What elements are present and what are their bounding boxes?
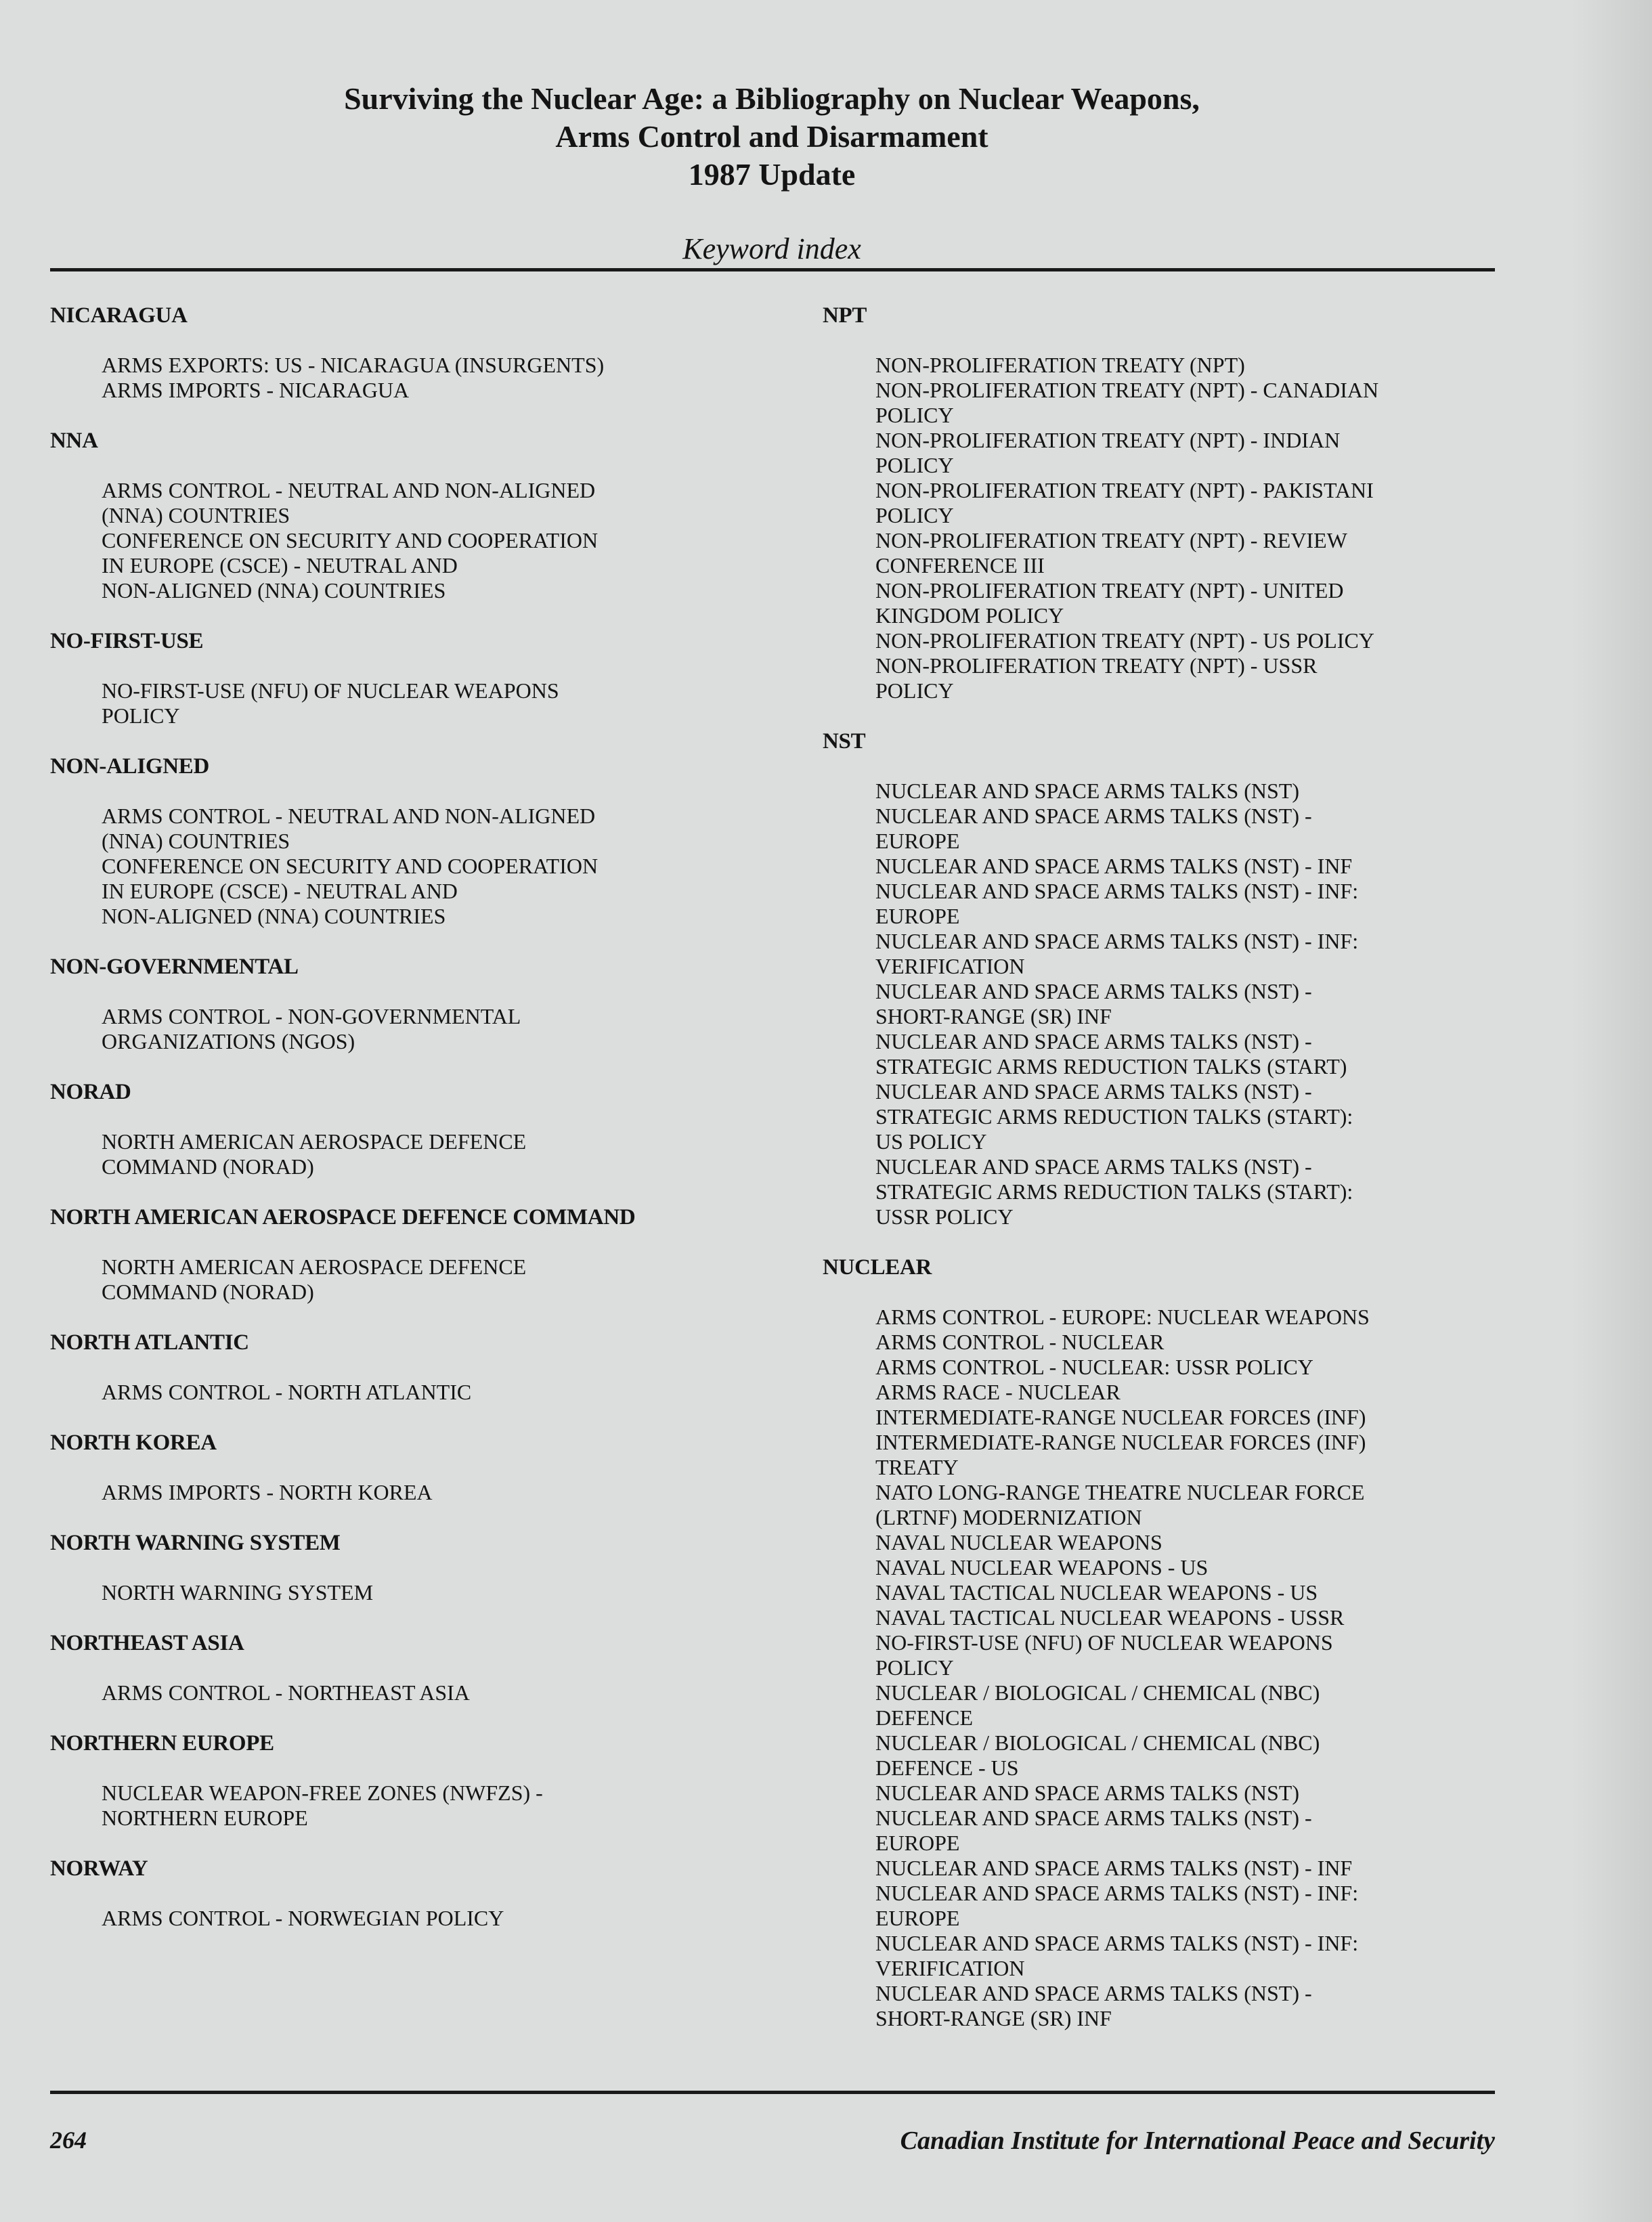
index-entry [823, 428, 1500, 478]
index-entry-line: EUROPE [875, 1906, 960, 1930]
index-entry [50, 1255, 781, 1305]
index-entry-line: NUCLEAR AND SPACE ARMS TALKS (NST) - INF: [875, 1931, 1359, 1955]
index-entry-line: ARMS CONTROL - NUCLEAR [875, 1330, 1165, 1354]
keyword-section [823, 729, 1500, 1229]
index-entry-line: STRATEGIC ARMS REDUCTION TALKS (START): [875, 1179, 1353, 1204]
index-entry [823, 1881, 1500, 1931]
index-entry [823, 1630, 1500, 1680]
keyword-section [50, 1731, 781, 1831]
keyword-section [50, 629, 781, 728]
index-entry-line: ARMS CONTROL - NEUTRAL AND NON-ALIGNED [102, 478, 596, 502]
index-entry-line: NORTHERN EUROPE [102, 1806, 308, 1830]
page-title [0, 80, 1544, 194]
index-entry-line: NO-FIRST-USE (NFU) OF NUCLEAR WEAPONS [102, 678, 559, 703]
index-entry [823, 1380, 1500, 1405]
index-entry [823, 353, 1500, 378]
index-entry [823, 1605, 1500, 1630]
keyword-heading: NST [823, 729, 866, 754]
index-entry [823, 1981, 1500, 2031]
index-entry [823, 1856, 1500, 1881]
index-entry-line: NAVAL NUCLEAR WEAPONS - US [875, 1555, 1209, 1580]
index-entry [823, 929, 1500, 979]
index-entry-line: NON-PROLIFERATION TREATY (NPT) - CANADIAN [875, 378, 1379, 402]
keyword-section [50, 429, 781, 603]
index-entry-line: POLICY [102, 703, 180, 728]
keyword-heading: NPT [823, 303, 867, 328]
index-entry [823, 628, 1500, 653]
index-entry [823, 1480, 1500, 1530]
index-entry-line: NON-PROLIFERATION TREATY (NPT) - REVIEW [875, 528, 1347, 552]
index-entry [823, 528, 1500, 578]
bottom-rule [50, 2091, 1495, 2094]
keyword-section [50, 1330, 781, 1405]
index-entry [823, 1530, 1500, 1555]
keyword-heading: NON-ALIGNED [50, 754, 210, 779]
keyword-section [50, 1205, 781, 1305]
title-line-2: Arms Control and Disarmament [555, 119, 988, 154]
index-entry-line: NUCLEAR AND SPACE ARMS TALKS (NST) - INF [875, 854, 1353, 878]
index-entry [50, 1680, 781, 1705]
index-entry-line: NON-PROLIFERATION TREATY (NPT) - UNITED [875, 578, 1344, 603]
index-entry [823, 979, 1500, 1029]
keyword-heading: NORTH AMERICAN AEROSPACE DEFENCE COMMAND [50, 1205, 636, 1229]
index-entry-line: NORTH AMERICAN AEROSPACE DEFENCE [102, 1255, 527, 1279]
right-index-column [823, 303, 1500, 2057]
index-entry-line: NATO LONG-RANGE THEATRE NUCLEAR FORCE [875, 1480, 1365, 1504]
index-entry-line: COMMAND (NORAD) [102, 1280, 314, 1304]
index-entry-line: POLICY [875, 1655, 954, 1680]
index-entry [823, 779, 1500, 804]
index-entry-line: VERIFICATION [875, 954, 1025, 978]
index-entry-line: CONFERENCE III [875, 553, 1045, 578]
index-entry-line: NUCLEAR AND SPACE ARMS TALKS (NST) - [875, 1154, 1312, 1179]
index-entry-line: ARMS RACE - NUCLEAR [875, 1380, 1121, 1404]
index-entry [823, 1931, 1500, 1981]
index-entry-line: POLICY [875, 453, 954, 477]
index-entry-line: EUROPE [875, 829, 960, 853]
keyword-heading: NORTH WARNING SYSTEM [50, 1531, 341, 1555]
index-entry [50, 1906, 781, 1931]
index-entry [823, 1029, 1500, 1079]
index-entry-line: NUCLEAR AND SPACE ARMS TALKS (NST) - [875, 1806, 1312, 1830]
index-entry-line: CONFERENCE ON SECURITY AND COOPERATION [102, 854, 599, 878]
index-entry [823, 1680, 1500, 1730]
index-entry [50, 1781, 781, 1831]
keyword-heading: NORAD [50, 1080, 131, 1104]
keyword-heading: NORTHEAST ASIA [50, 1631, 244, 1655]
index-entry [823, 1555, 1500, 1580]
index-entry-line: NUCLEAR / BIOLOGICAL / CHEMICAL (NBC) [875, 1730, 1320, 1755]
index-entry-line: ARMS CONTROL - NORWEGIAN POLICY [102, 1906, 504, 1930]
index-entry [823, 804, 1500, 854]
keyword-section [50, 1080, 781, 1179]
index-entry [823, 1580, 1500, 1605]
index-entry-line: IN EUROPE (CSCE) - NEUTRAL AND [102, 553, 458, 578]
index-entry [823, 1405, 1500, 1430]
keyword-heading: NNA [50, 429, 98, 453]
index-entry-line: CONFERENCE ON SECURITY AND COOPERATION [102, 528, 599, 552]
index-entry-line: ARMS IMPORTS - NICARAGUA [102, 378, 410, 402]
index-entry [50, 854, 781, 929]
index-entry [823, 1330, 1500, 1355]
title-line-3: 1987 Update [688, 157, 856, 192]
index-entry [50, 478, 781, 528]
index-entry [50, 353, 781, 378]
index-entry-line: INTERMEDIATE-RANGE NUCLEAR FORCES (INF) [875, 1405, 1366, 1429]
index-entry-line: ARMS IMPORTS - NORTH KOREA [102, 1480, 433, 1504]
keyword-heading: NORTH ATLANTIC [50, 1330, 249, 1355]
index-entry-line: ARMS CONTROL - NORTHEAST ASIA [102, 1680, 470, 1705]
index-entry-line: NUCLEAR AND SPACE ARMS TALKS (NST) - [875, 1029, 1312, 1053]
index-entry-line: SHORT-RANGE (SR) INF [875, 2006, 1112, 2030]
index-entry [823, 1781, 1500, 1806]
keyword-heading: NORTH KOREA [50, 1431, 217, 1455]
index-entry-line: TREATY [875, 1455, 959, 1479]
index-entry-line: NORTH AMERICAN AEROSPACE DEFENCE [102, 1129, 527, 1154]
index-entry-line: NORTH WARNING SYSTEM [102, 1580, 374, 1605]
index-entry-line: NON-PROLIFERATION TREATY (NPT) - PAKISTANI [875, 478, 1374, 502]
page-edge-shadow [1571, 0, 1652, 2222]
index-entry [50, 678, 781, 728]
keyword-heading: NUCLEAR [823, 1255, 932, 1280]
index-entry-line: DEFENCE - US [875, 1756, 1019, 1780]
index-entry [823, 879, 1500, 929]
index-entry-line: ARMS CONTROL - NEUTRAL AND NON-ALIGNED [102, 804, 596, 828]
index-entry [823, 1355, 1500, 1380]
index-entry-line: IN EUROPE (CSCE) - NEUTRAL AND [102, 879, 458, 903]
index-entry-line: POLICY [875, 678, 954, 703]
index-entry-line: VERIFICATION [875, 1956, 1025, 1980]
index-entry [50, 1580, 781, 1605]
index-entry-line: NON-PROLIFERATION TREATY (NPT) - INDIAN [875, 428, 1341, 452]
index-entry-line: NON-ALIGNED (NNA) COUNTRIES [102, 904, 446, 928]
index-entry [823, 578, 1500, 628]
index-entry-line: NAVAL TACTICAL NUCLEAR WEAPONS - USSR [875, 1605, 1345, 1630]
index-entry [823, 1305, 1500, 1330]
keyword-heading: NORWAY [50, 1856, 148, 1881]
index-entry-line: POLICY [875, 503, 954, 527]
index-entry-line: ARMS EXPORTS: US - NICARAGUA (INSURGENTS) [102, 353, 605, 377]
index-entry-line: NUCLEAR / BIOLOGICAL / CHEMICAL (NBC) [875, 1680, 1320, 1705]
index-entry [823, 378, 1500, 428]
index-entry-line: NON-ALIGNED (NNA) COUNTRIES [102, 578, 446, 603]
index-entry [823, 854, 1500, 879]
index-entry [50, 378, 781, 403]
keyword-heading: NO-FIRST-USE [50, 629, 204, 653]
keyword-section [50, 1431, 781, 1505]
index-entry-line: NUCLEAR AND SPACE ARMS TALKS (NST) - INF: [875, 1881, 1359, 1905]
section-subheading: Keyword index [682, 232, 861, 265]
index-entry-line: US POLICY [875, 1129, 987, 1154]
index-entry-line: NAVAL NUCLEAR WEAPONS [875, 1530, 1162, 1554]
keyword-heading: NON-GOVERNMENTAL [50, 955, 299, 979]
index-entry-line: NAVAL TACTICAL NUCLEAR WEAPONS - US [875, 1580, 1318, 1605]
index-entry-line: NUCLEAR AND SPACE ARMS TALKS (NST) [875, 779, 1299, 803]
index-entry [50, 528, 781, 603]
index-entry [50, 1480, 781, 1505]
index-entry-line: NUCLEAR AND SPACE ARMS TALKS (NST) - [875, 1079, 1312, 1104]
left-index-column [50, 303, 781, 1957]
title-line-1: Surviving the Nuclear Age: a Bibliography on Nuclear Weapons, [344, 81, 1200, 116]
index-entry-line: SHORT-RANGE (SR) INF [875, 1004, 1112, 1028]
page-number: 264 [50, 2127, 87, 2154]
index-entry-line: ORGANIZATIONS (NGOS) [102, 1029, 355, 1053]
index-entry-line: ARMS CONTROL - EUROPE: NUCLEAR WEAPONS [875, 1305, 1370, 1329]
index-entry-line: ARMS CONTROL - NORTH ATLANTIC [102, 1380, 472, 1404]
keyword-section [50, 1631, 781, 1705]
keyword-section [50, 1856, 781, 1931]
index-entry [823, 1430, 1500, 1480]
index-entry-line: COMMAND (NORAD) [102, 1154, 314, 1179]
index-entry-line: POLICY [875, 403, 954, 427]
index-entry-line: DEFENCE [875, 1705, 973, 1730]
index-entry-line: STRATEGIC ARMS REDUCTION TALKS (START) [875, 1054, 1347, 1079]
index-entry-line: USSR POLICY [875, 1204, 1014, 1229]
keyword-section [823, 1255, 1500, 2031]
footer-institution: Canadian Institute for International Peace and Security [900, 2127, 1495, 2155]
index-entry-line: INTERMEDIATE-RANGE NUCLEAR FORCES (INF) [875, 1430, 1366, 1454]
index-entry-line: (NNA) COUNTRIES [102, 829, 290, 853]
index-entry-line: NUCLEAR AND SPACE ARMS TALKS (NST) - [875, 979, 1312, 1003]
keyword-heading: NICARAGUA [50, 303, 188, 328]
index-entry-line: NUCLEAR AND SPACE ARMS TALKS (NST) - INF: [875, 929, 1359, 953]
keyword-section [50, 754, 781, 929]
index-entry [823, 1079, 1500, 1154]
index-entry-line: NON-PROLIFERATION TREATY (NPT) [875, 353, 1245, 377]
index-entry-line: (LRTNF) MODERNIZATION [875, 1505, 1142, 1529]
keyword-section [50, 303, 781, 403]
index-entry-line: STRATEGIC ARMS REDUCTION TALKS (START): [875, 1104, 1353, 1129]
index-entry [50, 1004, 781, 1054]
index-entry-line: NON-PROLIFERATION TREATY (NPT) - US POLICY [875, 628, 1374, 653]
index-entry-line: (NNA) COUNTRIES [102, 503, 290, 527]
index-entry-line: NUCLEAR AND SPACE ARMS TALKS (NST) - [875, 1981, 1312, 2005]
index-entry-line: NUCLEAR AND SPACE ARMS TALKS (NST) - INF: [875, 879, 1359, 903]
index-entry [823, 1806, 1500, 1856]
index-entry-line: NUCLEAR AND SPACE ARMS TALKS (NST) - INF [875, 1856, 1353, 1880]
index-entry-line: EUROPE [875, 1831, 960, 1855]
keyword-heading: NORTHERN EUROPE [50, 1731, 274, 1756]
index-entry [823, 478, 1500, 528]
keyword-section [823, 303, 1500, 703]
index-entry-line: KINGDOM POLICY [875, 603, 1064, 628]
index-entry-line: NUCLEAR AND SPACE ARMS TALKS (NST) - [875, 804, 1312, 828]
index-entry-line: NUCLEAR AND SPACE ARMS TALKS (NST) [875, 1781, 1299, 1805]
keyword-section [50, 955, 781, 1054]
top-rule [50, 268, 1495, 271]
index-entry [823, 653, 1500, 703]
index-entry-line: NO-FIRST-USE (NFU) OF NUCLEAR WEAPONS [875, 1630, 1333, 1655]
index-entry-line: NUCLEAR WEAPON-FREE ZONES (NWFZS) - [102, 1781, 543, 1805]
index-entry [823, 1154, 1500, 1229]
index-entry [823, 1730, 1500, 1781]
index-entry [50, 804, 781, 854]
index-entry-line: NON-PROLIFERATION TREATY (NPT) - USSR [875, 653, 1318, 678]
keyword-section [50, 1531, 781, 1605]
index-entry-line: EUROPE [875, 904, 960, 928]
index-entry [50, 1129, 781, 1179]
index-entry [50, 1380, 781, 1405]
index-entry-line: ARMS CONTROL - NUCLEAR: USSR POLICY [875, 1355, 1313, 1379]
index-entry-line: ARMS CONTROL - NON-GOVERNMENTAL [102, 1004, 521, 1028]
